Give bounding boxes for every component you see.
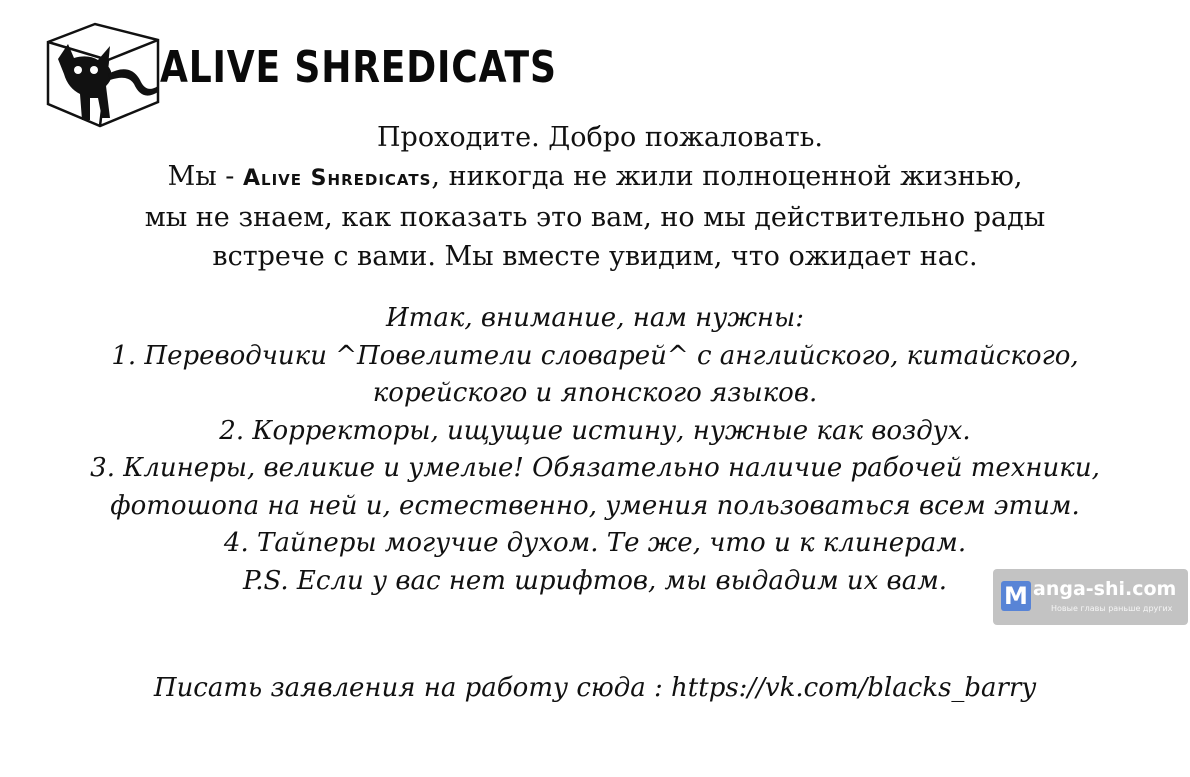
- requirements-ps: P.S. Если у вас нет шрифтов, мы выдадим их вам.: [242, 565, 948, 596]
- requirement-typers: 4. Тайперы могучие духом. Те же, что и к клинерам.: [223, 528, 967, 558]
- intro-line-1: Проходите. Добро пожаловать.: [377, 122, 823, 153]
- watermark-site: anga-shi.com: [1033, 578, 1177, 600]
- cat-in-cube-logo-icon: [40, 14, 170, 134]
- requirements-heading: Итак, внимание, нам нужны:: [385, 303, 804, 333]
- intro-line-3: мы не знаем, как показать это вам, но мы действительно рады: [144, 202, 1046, 233]
- apply-contact-line: Писать заявления на работу сюда : https://vk.com/blacks_barry: [153, 673, 1037, 703]
- brand-title: ALIVE SHREDICATS: [160, 42, 557, 93]
- intro-line-2-suffix: , никогда не жили полноценной жизнью,: [431, 161, 1023, 192]
- requirement-proofreaders: 2. Корректоры, ищущие истину, нужные как воздух.: [219, 415, 971, 446]
- requirement-translators-cont: корейского и японского языков.: [372, 378, 818, 408]
- watermark-logo-icon: M: [1001, 581, 1031, 611]
- site-watermark[interactable]: [993, 569, 1188, 625]
- intro-line-4: встрече с вами. Мы вместе увидим, что ожидает нас.: [212, 241, 978, 272]
- requirement-translators: 1. Переводчики ^Повелители словарей^ с английского, китайского,: [111, 340, 1079, 371]
- requirements-list: [0, 300, 1190, 600]
- requirement-cleaners-cont: фотошопа на ней и, естественно, умения пользоваться всем этим.: [110, 490, 1080, 521]
- watermark-tagline: Новые главы раньше других: [1051, 604, 1173, 613]
- requirement-cleaners: 3. Клинеры, великие и умелые! Обязательно наличие рабочей техники,: [90, 453, 1100, 483]
- intro-text: [0, 118, 1190, 276]
- team-name: Alive Shredicats: [243, 166, 432, 191]
- intro-line-2-prefix: Мы -: [167, 161, 243, 192]
- intro-line-2: [0, 157, 1190, 198]
